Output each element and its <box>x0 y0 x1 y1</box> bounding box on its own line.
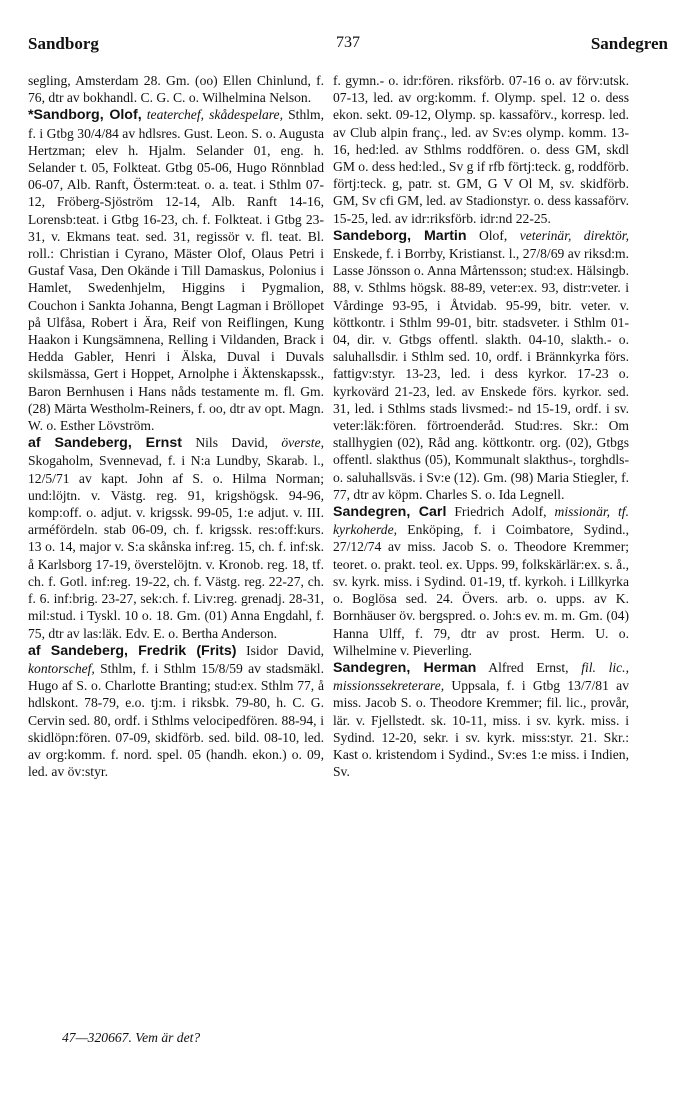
entry-occupation: teaterchef, skådespelare, <box>146 107 283 123</box>
entry-given-names: Nils David, <box>195 435 268 451</box>
entry-occupation: missionär, tf. kyrkoherde, <box>333 504 629 538</box>
entry-occupation: fil. lic., missionssekreterare, <box>333 659 629 694</box>
entry-sandborg-olof <box>28 106 324 434</box>
page-header <box>28 34 668 58</box>
entry-occupation: överste, <box>281 435 325 451</box>
entry-name: af Sandeberg, Ernst <box>28 435 182 452</box>
page-number: 737 <box>336 34 360 51</box>
entry-sandeborg-martin <box>333 227 629 503</box>
left-column <box>28 72 324 780</box>
entry-name: *Sandborg, Olof, <box>28 107 142 124</box>
print-code: 47—320667. <box>62 1030 132 1045</box>
header-left-word: Sandborg <box>28 34 99 53</box>
entry-sandegren-herman <box>333 659 629 780</box>
header-right-word: Sandegren <box>590 34 668 53</box>
entry-text: Enskede, f. i Borrby, Kristianst. l., 27/8/69 av riksd:m. Lasse Jönsson o. Anna Mårtensson; stud:ex. Hälsingb. 88, v. Sthlms högsk. 88-89, veter:ex. 93, distr:veter. i Vårdinge 93-95, i Åtvidab. 95-99, bitr. veter. v. köttkontr. i Sthlm 99-01, bitr. stadsveter. i Sthlm 01-04, dir. v. Gtbgs offentl. slakth. 04-10, slakth.- o. saluhallsdir. i Sthlm sed. 10, ordf. i Brännkyrka förs. fattigv:styr. 13-23, led. i dess kyrkor. 17-23 o. kyrkovärd 21-23, led. av Enskede förs. kyrkor. sed. 31, led. i Sthlms stads livsmed:- nd 15-19, ordf. i sv. veter:läk:fören. förtroenderåd. Stud:res. Skr.: Om stallhygien (02), Råd ang. köttkontr. org. (02), Gtbgs offentl. slakthus (05), Kommunalt slakthus-, torghdls- o. saluhallsväs. i Sv:e (12). Gm. (98) Maria Stiegler, f. 77, dtr av köpm. Charles S. o. Ida Legnell. <box>333 246 629 502</box>
entry-occupation: veterinär, direktör, <box>519 227 629 243</box>
continuation-text: segling, Amsterdam 28. Gm. (oo) Ellen Chinlund, f. 76, dtr av bokhandl. C. G. C. o. Wilhelmina Nelson. <box>28 73 324 106</box>
catchword: Vem är det? <box>135 1030 201 1045</box>
entry-sandeberg-fredrik <box>28 642 324 781</box>
entry-name: af Sandeberg, Fredrik (Frits) <box>28 642 237 659</box>
continuation-text: f. gymn.- o. idr:fören. riksförb. 07-16 o. av förv:utsk. 07-13, led. av org:komm. f. Olymp. spel. 12 o. dess ekon. sekt. 09-12, Olymp. sp. kassaförv., korresp. led. av Club alpin franç., led. av Sv:es olymp. komm. 13-16, hed:led. av Sthlms roddfören. o. dess GM, skdl GM o. dess hed:led., Sv g if rfb förtj:teck. g, roddförb. förtj:teck. g, patr. st. GM, G V Ol M, sv. skidförb. GM, Sv cfi GM, led. av Stadionstyr. o. dess kassaförv. 15-25, led. av idr:riksförb. idr:nd 22-25. <box>333 73 629 226</box>
entry-text: Sthlm, f. i Sthlm 15/8/59 av stadsmäkl. Hugo af S. o. Charlotte Branting; stud:ex. Sthlm 77, å hdlskont. 78-79, e.o. tj:m. i riksbk. 79-80, h. C. G. Cervin sed. 80, ordf. i Sthlms velocipedfören. 88-94, i skidlöpn:fören. 07-09, skidförb. sed. bild. 08-10, led. av org:komm. f. nord. spel. 05 (handh. ekon.) o. 09, led. av öv:styr. <box>28 660 324 780</box>
entry-sandeberg-ernst <box>28 434 324 641</box>
entry-name: Sandegren, Carl <box>333 504 447 521</box>
page-footer <box>62 1030 200 1046</box>
entry-given-names: Olof, <box>478 227 508 243</box>
entry-text: Skogaholm, Svennevad, f. i N:a Lundby, Skarab. l., 12/5/71 av kapt. John af S. o. Hilma Norman; und:löjtn. v. Västg. reg. 91, krigshögsk. 94-96, komp:off. o. adjut. v. krigssk. 99-05, 1:e adjut. v. III. arméfördeln. stab 06-09, ch. f. krigssk. res:off:kurs. 13 o. 14, major v. S:a skånska inf:reg. 15, ch. f. inf:sk. å Karlsborg 17-19, överstelöjtn. v. Kronob. reg. 18, tf. ch. f. Gotl. inf:reg. 19-22, ch. f. Västg. reg. 22-27, ch. f. 6. inf:brig. 23-27, sek:ch. f. Liv:reg. grenadj. 28-31, mil:stud. i Tyskl. 10 o. 18. Gm. (01) Anna Engdahl, f. 75, dtr av las:läk. Edv. E. o. Bertha Anderson. <box>28 453 324 641</box>
entry-given-names: Isidor David, <box>246 642 324 658</box>
entry-given-names: Alfred Ernst, <box>488 659 569 675</box>
entry-sandegren-carl <box>333 503 629 659</box>
entry-text: Sthlm, f. i Gtbg 30/4/84 av hdlsres. Gust. Leon. S. o. Augusta Hertzman; elev h. Hjalm. Selander 01, eng. h. Selander t. 05, Folkteat. Gtbg 05-06, Hugo Rönnblad 06-07, Alb. Ranft, Österm:teat. o. a. teat. i Sthlm 07-12, Fröberg-Sjöström 12-14, Alb. Ranft 14-16, Lorensb:teat. i Gtbg 16-23, ch. f. Folkteat. i Gtbg 23-31, v. Ekmans teat. sed. 31, regissör v. fl. teat. Bl. roll.: Christian i Cyrano, Mäster Olof, Olaus Petri i Gustaf Vasa, Den Okände i Till Damaskus, Polonius i Hamlet, Swedenhjelm, Higgins i Pygmalion, Couchon i Sankta Johanna, Bengt Lagman i Bröllopet på Ulfåsa, Robert i Ära, Reif von Reiflingen, Kung Haakon i Kungsämnena, Relling i Vildanden, Brack i Hedda Gabler, Henri i Älska, Duval i Duvals skilsmässa, Gert i Hoppet, Arnolphe i Äktenskapssk., Baron Bernhusen i Hans nåds testamente m. fl. Gm. (28) Märta Westholm-Reiners, f. oo, dtr av opt. Magn. W. o. Esther Lövström. <box>28 107 324 434</box>
entry-text: Enköping, f. i Coimbatore, Sydind., 27/12/74 av miss. Jacob S. o. Theodore Kremmer; teoret. o. prakt. teol. ex. Upps. 99, folkskärlär:ex. s. å., sv. kyrk. miss. i Sydind. 01-19, tf. kyrkoh. i Lillkyrka o. Boglösa sed. 24. Övers. arb. o. upps. av K. Bornhäuser öv. bergspred. o. Joh:s ev. m. m. Gm. (04) Hanna Ulff, f. 79, dtr av prost. Herm. U. o. Wilhelmine v. Pieverling. <box>333 522 629 658</box>
entry-name: Sandegren, Herman <box>333 659 477 676</box>
entry-name: Sandeborg, Martin <box>333 227 467 244</box>
right-column <box>333 72 629 780</box>
entry-given-names: Friedrich Adolf, <box>454 504 547 520</box>
entry-occupation: kontorschef, <box>28 660 95 676</box>
entry-text: Uppsala, f. i Gtbg 13/7/81 av miss. Jacob S. o. Theodore Kremmer; fil. lic., provår, lär. v. Fjellstedt. sk. 10-11, miss. i sv. kyrk. miss. i Sydind. 12-20, sekr. i sv. kyrk. miss:styr. 21. Skr.: Kast o. kristendom i Sydind., Sv:es 1:e miss. i Indien, Sv. <box>333 678 629 780</box>
